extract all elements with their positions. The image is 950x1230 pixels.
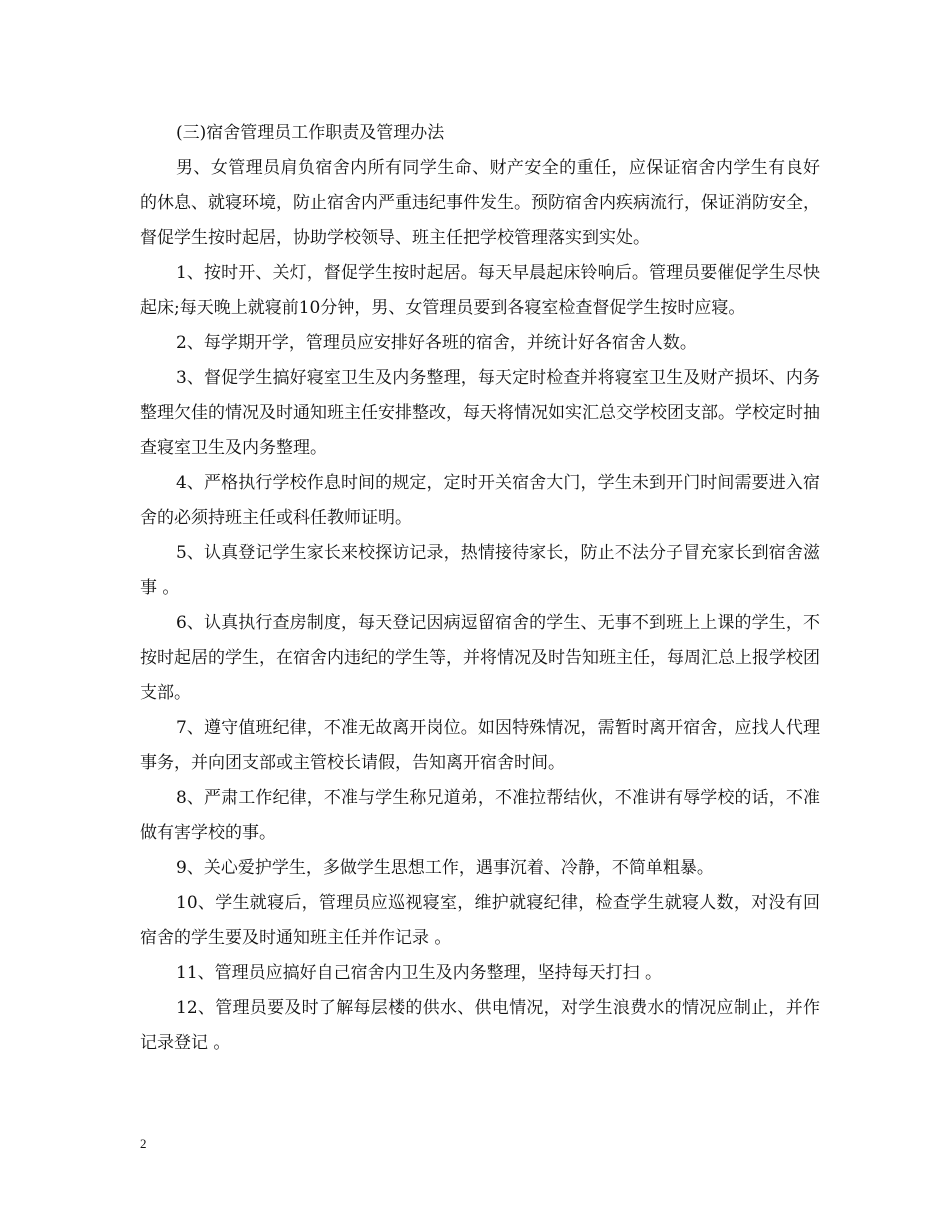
duty-item-10: 10、学生就寝后，管理员应巡视寝室，维护就寝纪律，检查学生就寝人数，对没有回宿舍的学生要及时通知班主任并作记录 。 <box>140 893 820 948</box>
page-number: 2 <box>140 1136 147 1151</box>
intro-paragraph: 男、女管理员肩负宿舍内所有同学生命、财产安全的重任，应保证宿舍内学生有良好的休息、就寝环境，防止宿舍内严重违纪事件发生。预防宿舍内疾病流行，保证消防安全，督促学生按时起居，协助学校领导、班主任把学校管理落实到实处。 <box>140 158 820 248</box>
duty-item-12: 12、管理员要及时了解每层楼的供水、供电情况，对学生浪费水的情况应制止，并作记录登记 。 <box>140 998 820 1053</box>
duty-item-2: 2、每学期开学，管理员应安排好各班的宿舍，并统计好各宿舍人数。 <box>176 333 697 353</box>
duty-item-3: 3、督促学生搞好寝室卫生及内务整理，每天定时检查并将寝室卫生及财产损坏、内务整理欠佳的情况及时通知班主任安排整改，每天将情况如实汇总交学校团支部。学校定时抽查寝室卫生及内务整理。 <box>140 368 820 458</box>
duty-item-6: 6、认真执行查房制度，每天登记因病逗留宿舍的学生、无事不到班上上课的学生，不按时起居的学生，在宿舍内违纪的学生等，并将情况及时告知班主任，每周汇总上报学校团支部。 <box>140 613 820 703</box>
duty-item-1: 1、按时开、关灯，督促学生按时起居。每天早晨起床铃响后。管理员要催促学生尽快起床;每天晚上就寝前10分钟，男、女管理员要到各寝室检查督促学生按时应寝。 <box>140 263 820 318</box>
duty-item-5: 5、认真登记学生家长来校探访记录，热情接待家长，防止不法分子冒充家长到宿舍滋事 。 <box>140 543 820 598</box>
duty-item-4: 4、严格执行学校作息时间的规定，定时开关宿舍大门，学生未到开门时间需要进入宿舍的必须持班主任或科任教师证明。 <box>140 473 820 528</box>
document-body <box>140 116 820 1061</box>
section-heading: (三)宿舍管理员工作职责及管理办法 <box>176 123 445 143</box>
duty-item-7: 7、遵守值班纪律，不准无故离开岗位。如因特殊情况，需暂时离开宿舍，应找人代理事务，并向团支部或主管校长请假，告知离开宿舍时间。 <box>140 718 820 773</box>
duty-item-11: 11、管理员应搞好自己宿舍内卫生及内务整理，坚持每天打扫 。 <box>176 963 663 983</box>
duty-item-9: 9、关心爱护学生，多做学生思想工作，遇事沉着、冷静，不简单粗暴。 <box>176 858 714 878</box>
duty-item-8: 8、严肃工作纪律，不准与学生称兄道弟，不准拉帮结伙，不准讲有辱学校的话，不准做有害学校的事。 <box>140 788 820 843</box>
